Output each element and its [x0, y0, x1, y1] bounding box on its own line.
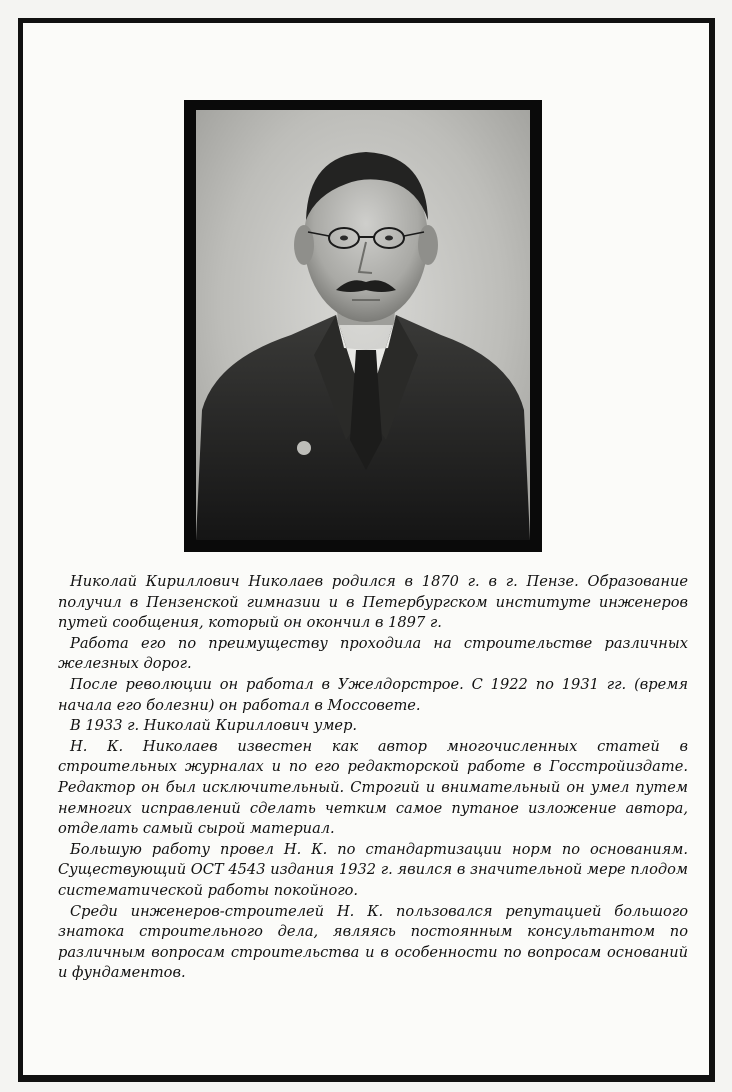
paragraph-railways: Работа его по преимуществу проходила на строительстве различных железных дорог. [58, 634, 688, 673]
paragraph-death: В 1933 г. Николай Кириллович умер. [70, 717, 358, 735]
portrait-frame [184, 100, 542, 552]
paragraph-birth-education: Николай Кириллович Николаев родился в 1870 г. в г. Пензе. Образование получил в Пензенской гимназии и в Петербургском институте инженеров путей сообщения, который он окончил в 1897 г. [58, 573, 688, 632]
biography-text [58, 572, 688, 984]
paragraph-reputation: Среди инженеров-строителей Н. К. пользовался репутацией большого знатока строительного дела, являясь постоянным консультантом по различным вопросам строительства и в особенности по вопросам оснований и фундаментов. [58, 902, 688, 982]
paragraph-standardization: Большую работу провел Н. К. по стандартизации норм по основаниям. Существующий ОСТ 4543 издания 1932 г. явился в значительной мере плодом систематической работы покойного. [58, 840, 688, 899]
paragraph-editor: Н. К. Николаев известен как автор многочисленных статей в строительных журналах и по его редакторской работе в Госстройиздате. Редактор он был исключительный. Строгий и внимательный он умел путем немногих исправлений сделать четким самое путаное изложение автора, отделать самый сырой материал. [58, 737, 688, 838]
paragraph-after-revolution: После революции он работал в Ужелдорстрое. С 1922 по 1931 гг. (время начала его болезни) он работал в Моссовете. [58, 675, 688, 714]
portrait-illustration [196, 110, 530, 540]
portrait-photo [196, 110, 530, 540]
